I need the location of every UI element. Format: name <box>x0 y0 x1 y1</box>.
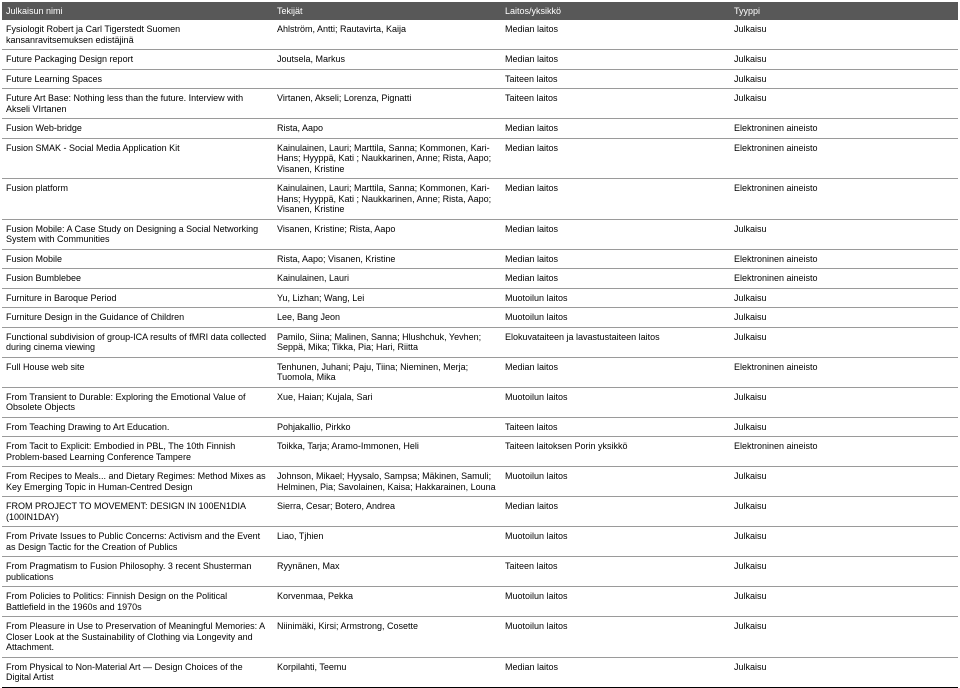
table-row <box>2 119 958 139</box>
cell-title: Future Packaging Design report <box>2 50 273 70</box>
header-authors: Tekijät <box>273 2 501 20</box>
table-row <box>2 587 958 617</box>
cell-department: Median laitos <box>501 50 730 70</box>
cell-type: Julkaisu <box>730 657 958 687</box>
cell-type: Julkaisu <box>730 69 958 89</box>
cell-department: Median laitos <box>501 119 730 139</box>
table-row <box>2 387 958 417</box>
table-row <box>2 357 958 387</box>
table-row <box>2 219 958 249</box>
cell-authors: Korvenmaa, Pekka <box>273 587 501 617</box>
cell-title: Fusion platform <box>2 179 273 220</box>
cell-authors: Lee, Bang Jeon <box>273 308 501 328</box>
cell-type: Julkaisu <box>730 617 958 658</box>
table-row <box>2 417 958 437</box>
cell-title: Fusion SMAK - Social Media Application Kit <box>2 138 273 179</box>
cell-title: From Recipes to Meals... and Dietary Regimes: Method Mixes as Key Emerging Topic in Human-Centred Design <box>2 467 273 497</box>
cell-authors: Liao, Tjhien <box>273 527 501 557</box>
table-row <box>2 617 958 658</box>
cell-department: Muotoilun laitos <box>501 387 730 417</box>
cell-department: Muotoilun laitos <box>501 527 730 557</box>
cell-title: Fusion Mobile: A Case Study on Designing a Social Networking System with Communities <box>2 219 273 249</box>
cell-authors: Virtanen, Akseli; Lorenza, Pignatti <box>273 89 501 119</box>
cell-type: Julkaisu <box>730 587 958 617</box>
cell-authors: Ryynänen, Max <box>273 557 501 587</box>
cell-department: Median laitos <box>501 179 730 220</box>
cell-title: From Tacit to Explicit: Embodied in PBL, The 10th Finnish Problem-based Learning Conference Tampere <box>2 437 273 467</box>
cell-title: Fusion Mobile <box>2 249 273 269</box>
cell-authors: Ahlström, Antti; Rautavirta, Kaija <box>273 20 501 50</box>
table-row <box>2 288 958 308</box>
table-row <box>2 269 958 289</box>
table-row <box>2 467 958 497</box>
cell-department: Muotoilun laitos <box>501 587 730 617</box>
cell-department: Median laitos <box>501 657 730 687</box>
cell-department: Taiteen laitos <box>501 89 730 119</box>
header-row <box>2 2 958 20</box>
cell-authors: Kainulainen, Lauri; Marttila, Sanna; Kommonen, Kari-Hans; Hyyppä, Kati ; Naukkarinen, Anne; Rista, Aapo; Visanen, Kristine <box>273 179 501 220</box>
cell-authors: Johnson, Mikael; Hyysalo, Sampsa; Mäkinen, Samuli; Helminen, Pia; Savolainen, Kaisa; Hakkarainen, Louna <box>273 467 501 497</box>
cell-type: Julkaisu <box>730 20 958 50</box>
cell-type: Elektroninen aineisto <box>730 119 958 139</box>
publication-list-sheet <box>2 2 958 688</box>
table-header <box>2 2 958 20</box>
cell-type: Elektroninen aineisto <box>730 437 958 467</box>
cell-authors: Rista, Aapo; Visanen, Kristine <box>273 249 501 269</box>
cell-type: Julkaisu <box>730 219 958 249</box>
cell-type: Julkaisu <box>730 288 958 308</box>
cell-title: From Private Issues to Public Concerns: Activism and the Event as Design Tactic for the Creation of Publics <box>2 527 273 557</box>
cell-title: From Policies to Politics: Finnish Design on the Political Battlefield in the 1960s and 1970s <box>2 587 273 617</box>
header-title: Julkaisun nimi <box>2 2 273 20</box>
table-row <box>2 437 958 467</box>
cell-department: Muotoilun laitos <box>501 467 730 497</box>
cell-department: Median laitos <box>501 138 730 179</box>
cell-title: Fusion Web-bridge <box>2 119 273 139</box>
cell-department: Taiteen laitos <box>501 557 730 587</box>
header-type: Tyyppi <box>730 2 958 20</box>
cell-title: Future Learning Spaces <box>2 69 273 89</box>
cell-type: Elektroninen aineisto <box>730 269 958 289</box>
cell-type: Julkaisu <box>730 327 958 357</box>
cell-department: Elokuvataiteen ja lavastustaiteen laitos <box>501 327 730 357</box>
table-row <box>2 557 958 587</box>
cell-department: Median laitos <box>501 497 730 527</box>
cell-authors: Pohjakallio, Pirkko <box>273 417 501 437</box>
cell-title: Full House web site <box>2 357 273 387</box>
table-row <box>2 249 958 269</box>
cell-authors: Kainulainen, Lauri <box>273 269 501 289</box>
cell-department: Median laitos <box>501 219 730 249</box>
cell-authors: Niinimäki, Kirsi; Armstrong, Cosette <box>273 617 501 658</box>
cell-authors: Visanen, Kristine; Rista, Aapo <box>273 219 501 249</box>
table-row <box>2 179 958 220</box>
cell-title: From Pleasure in Use to Preservation of Meaningful Memories: A Closer Look at the Sustainability of Clothing via Longevity and Attachment. <box>2 617 273 658</box>
cell-department: Taiteen laitos <box>501 417 730 437</box>
cell-authors: Kainulainen, Lauri; Marttila, Sanna; Kommonen, Kari-Hans; Hyyppä, Kati ; Naukkarinen, Anne; Rista, Aapo; Visanen, Kristine <box>273 138 501 179</box>
cell-department: Taiteen laitoksen Porin yksikkö <box>501 437 730 467</box>
table-row <box>2 20 958 50</box>
cell-type: Julkaisu <box>730 417 958 437</box>
cell-department: Median laitos <box>501 20 730 50</box>
cell-title: Furniture in Baroque Period <box>2 288 273 308</box>
cell-type: Julkaisu <box>730 557 958 587</box>
cell-title: From Teaching Drawing to Art Education. <box>2 417 273 437</box>
cell-title: Furniture Design in the Guidance of Children <box>2 308 273 328</box>
cell-department: Taiteen laitos <box>501 69 730 89</box>
table-row <box>2 69 958 89</box>
publication-table <box>2 2 958 688</box>
cell-authors: Toikka, Tarja; Aramo-Immonen, Heli <box>273 437 501 467</box>
cell-authors: Yu, Lizhan; Wang, Lei <box>273 288 501 308</box>
cell-authors: Pamilo, Siina; Malinen, Sanna; Hlushchuk, Yevhen; Seppä, Mika; Tikka, Pia; Hari, Riitta <box>273 327 501 357</box>
cell-type: Julkaisu <box>730 387 958 417</box>
cell-type: Elektroninen aineisto <box>730 179 958 220</box>
cell-type: Elektroninen aineisto <box>730 357 958 387</box>
cell-authors: Joutsela, Markus <box>273 50 501 70</box>
table-row <box>2 527 958 557</box>
cell-title: Fysiologit Robert ja Carl Tigerstedt Suomen kansanravitsemuksen edistäjinä <box>2 20 273 50</box>
cell-type: Julkaisu <box>730 50 958 70</box>
cell-authors: Rista, Aapo <box>273 119 501 139</box>
table-row <box>2 89 958 119</box>
cell-title: From Pragmatism to Fusion Philosophy. 3 recent Shusterman publications <box>2 557 273 587</box>
cell-type: Elektroninen aineisto <box>730 249 958 269</box>
table-row <box>2 138 958 179</box>
cell-department: Muotoilun laitos <box>501 308 730 328</box>
cell-department: Muotoilun laitos <box>501 617 730 658</box>
cell-type: Julkaisu <box>730 467 958 497</box>
header-department: Laitos/yksikkö <box>501 2 730 20</box>
cell-title: FROM PROJECT TO MOVEMENT: DESIGN IN 100EN1DIA (100IN1DAY) <box>2 497 273 527</box>
cell-type: Julkaisu <box>730 89 958 119</box>
table-body <box>2 20 958 687</box>
cell-authors: Xue, Haian; Kujala, Sari <box>273 387 501 417</box>
cell-title: Functional subdivision of group-ICA results of fMRI data collected during cinema viewing <box>2 327 273 357</box>
table-row <box>2 327 958 357</box>
cell-type: Julkaisu <box>730 527 958 557</box>
cell-department: Muotoilun laitos <box>501 288 730 308</box>
cell-type: Elektroninen aineisto <box>730 138 958 179</box>
cell-department: Median laitos <box>501 249 730 269</box>
cell-department: Median laitos <box>501 269 730 289</box>
cell-authors <box>273 69 501 89</box>
cell-title: Future Art Base: Nothing less than the future. Interview with Akseli VIrtanen <box>2 89 273 119</box>
cell-title: From Physical to Non-Material Art — Design Choices of the Digital Artist <box>2 657 273 687</box>
cell-title: From Transient to Durable: Exploring the Emotional Value of Obsolete Objects <box>2 387 273 417</box>
table-row <box>2 497 958 527</box>
cell-authors: Tenhunen, Juhani; Paju, Tiina; Nieminen, Merja; Tuomola, Mika <box>273 357 501 387</box>
cell-type: Julkaisu <box>730 308 958 328</box>
table-row <box>2 657 958 687</box>
cell-authors: Korpilahti, Teemu <box>273 657 501 687</box>
cell-department: Median laitos <box>501 357 730 387</box>
table-row <box>2 50 958 70</box>
cell-authors: Sierra, Cesar; Botero, Andrea <box>273 497 501 527</box>
table-row <box>2 308 958 328</box>
cell-type: Julkaisu <box>730 497 958 527</box>
cell-title: Fusion Bumblebee <box>2 269 273 289</box>
